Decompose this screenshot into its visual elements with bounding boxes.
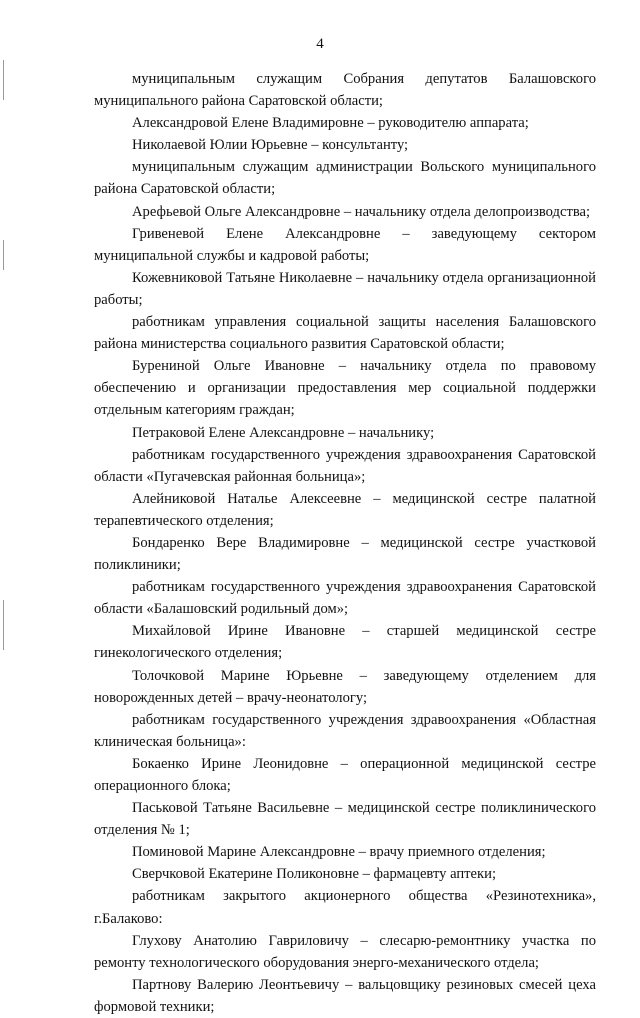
paragraph: Партнову Валерию Леонтьевичу – вальцовщику резиновых смесей цеха формовой техники; — [94, 976, 596, 1015]
paragraph: Гривеневой Елене Александровне – заведующему сектором муниципальной службы и кадровой работы; — [94, 225, 596, 264]
scan-edge-mark — [3, 60, 4, 100]
paragraph: Николаевой Юлии Юрьевне – консультанту; — [132, 137, 409, 154]
paragraph: муниципальным служащим администрации Вольского муниципального района Саратовской области; — [94, 159, 596, 198]
paragraph: муниципальным служащим Собрания депутатов Балашовского муниципального района Саратовской области; — [94, 71, 596, 110]
paragraph: работникам управления социальной защиты населения Балашовского района министерства социального развития Саратовской области; — [94, 314, 596, 353]
scan-edge-mark — [3, 240, 4, 270]
page-number: 4 — [316, 36, 324, 52]
paragraph: Сверчковой Екатерине Поликоновне – фармацевту аптеки; — [132, 866, 496, 883]
paragraph: Михайловой Ирине Ивановне – старшей медицинской сестре гинекологического отделения; — [94, 623, 596, 662]
paragraph: работникам государственного учреждения здравоохранения Саратовской области «Балашовский родильный дом»; — [94, 579, 596, 618]
paragraph: Александровой Елене Владимировне – руководителю аппарата; — [132, 115, 529, 132]
paragraph: работникам государственного учреждения здравоохранения «Областная клиническая больница»: — [94, 711, 596, 750]
paragraph: Петраковой Елене Александровне – начальнику; — [132, 424, 435, 441]
paragraph: Алейниковой Наталье Алексеевне – медицинской сестре палатной терапевтического отделения; — [94, 490, 596, 529]
paragraph: работникам закрытого акционерного общества «Резинотехника», г.Балаково: — [94, 888, 596, 927]
paragraph: Бондаренко Вере Владимировне – медицинской сестре участковой поликлиники; — [94, 534, 596, 574]
paragraph: Кожевниковой Татьяне Николаевне – начальнику отдела организационной работы; — [94, 269, 596, 308]
paragraph: Паськовой Татьяне Васильевне – медицинской сестре поликлинического отделения № 1; — [94, 800, 596, 839]
paragraph: Толочковой Марине Юрьевне – заведующему отделением для новорожденных детей – врачу-неонатологу; — [94, 667, 596, 706]
paragraph: Бурениной Ольге Ивановне – начальнику отдела по правовому обеспечению и организации предоставления мер социальной поддержки отдельным категориям граждан; — [94, 358, 596, 419]
paragraph: работникам государственного учреждения здравоохранения Саратовской области «Пугачевская районная больница»; — [94, 446, 596, 485]
paragraph: Поминовой Марине Александровне – врачу приемного отделения; — [132, 844, 546, 861]
document-body — [94, 68, 596, 1018]
paragraph: Бокаенко Ирине Леонидовне – операционной медицинской сестре операционного блока; — [94, 755, 596, 794]
scan-edge-mark — [3, 600, 4, 650]
paragraph: Глухову Анатолию Гавриловичу – слесарю-ремонтнику участка по ремонту технологического оборудования энерго-механического отдела; — [94, 932, 596, 971]
paragraph: Арефьевой Ольге Александровне – начальнику отдела делопроизводства; — [132, 203, 591, 220]
